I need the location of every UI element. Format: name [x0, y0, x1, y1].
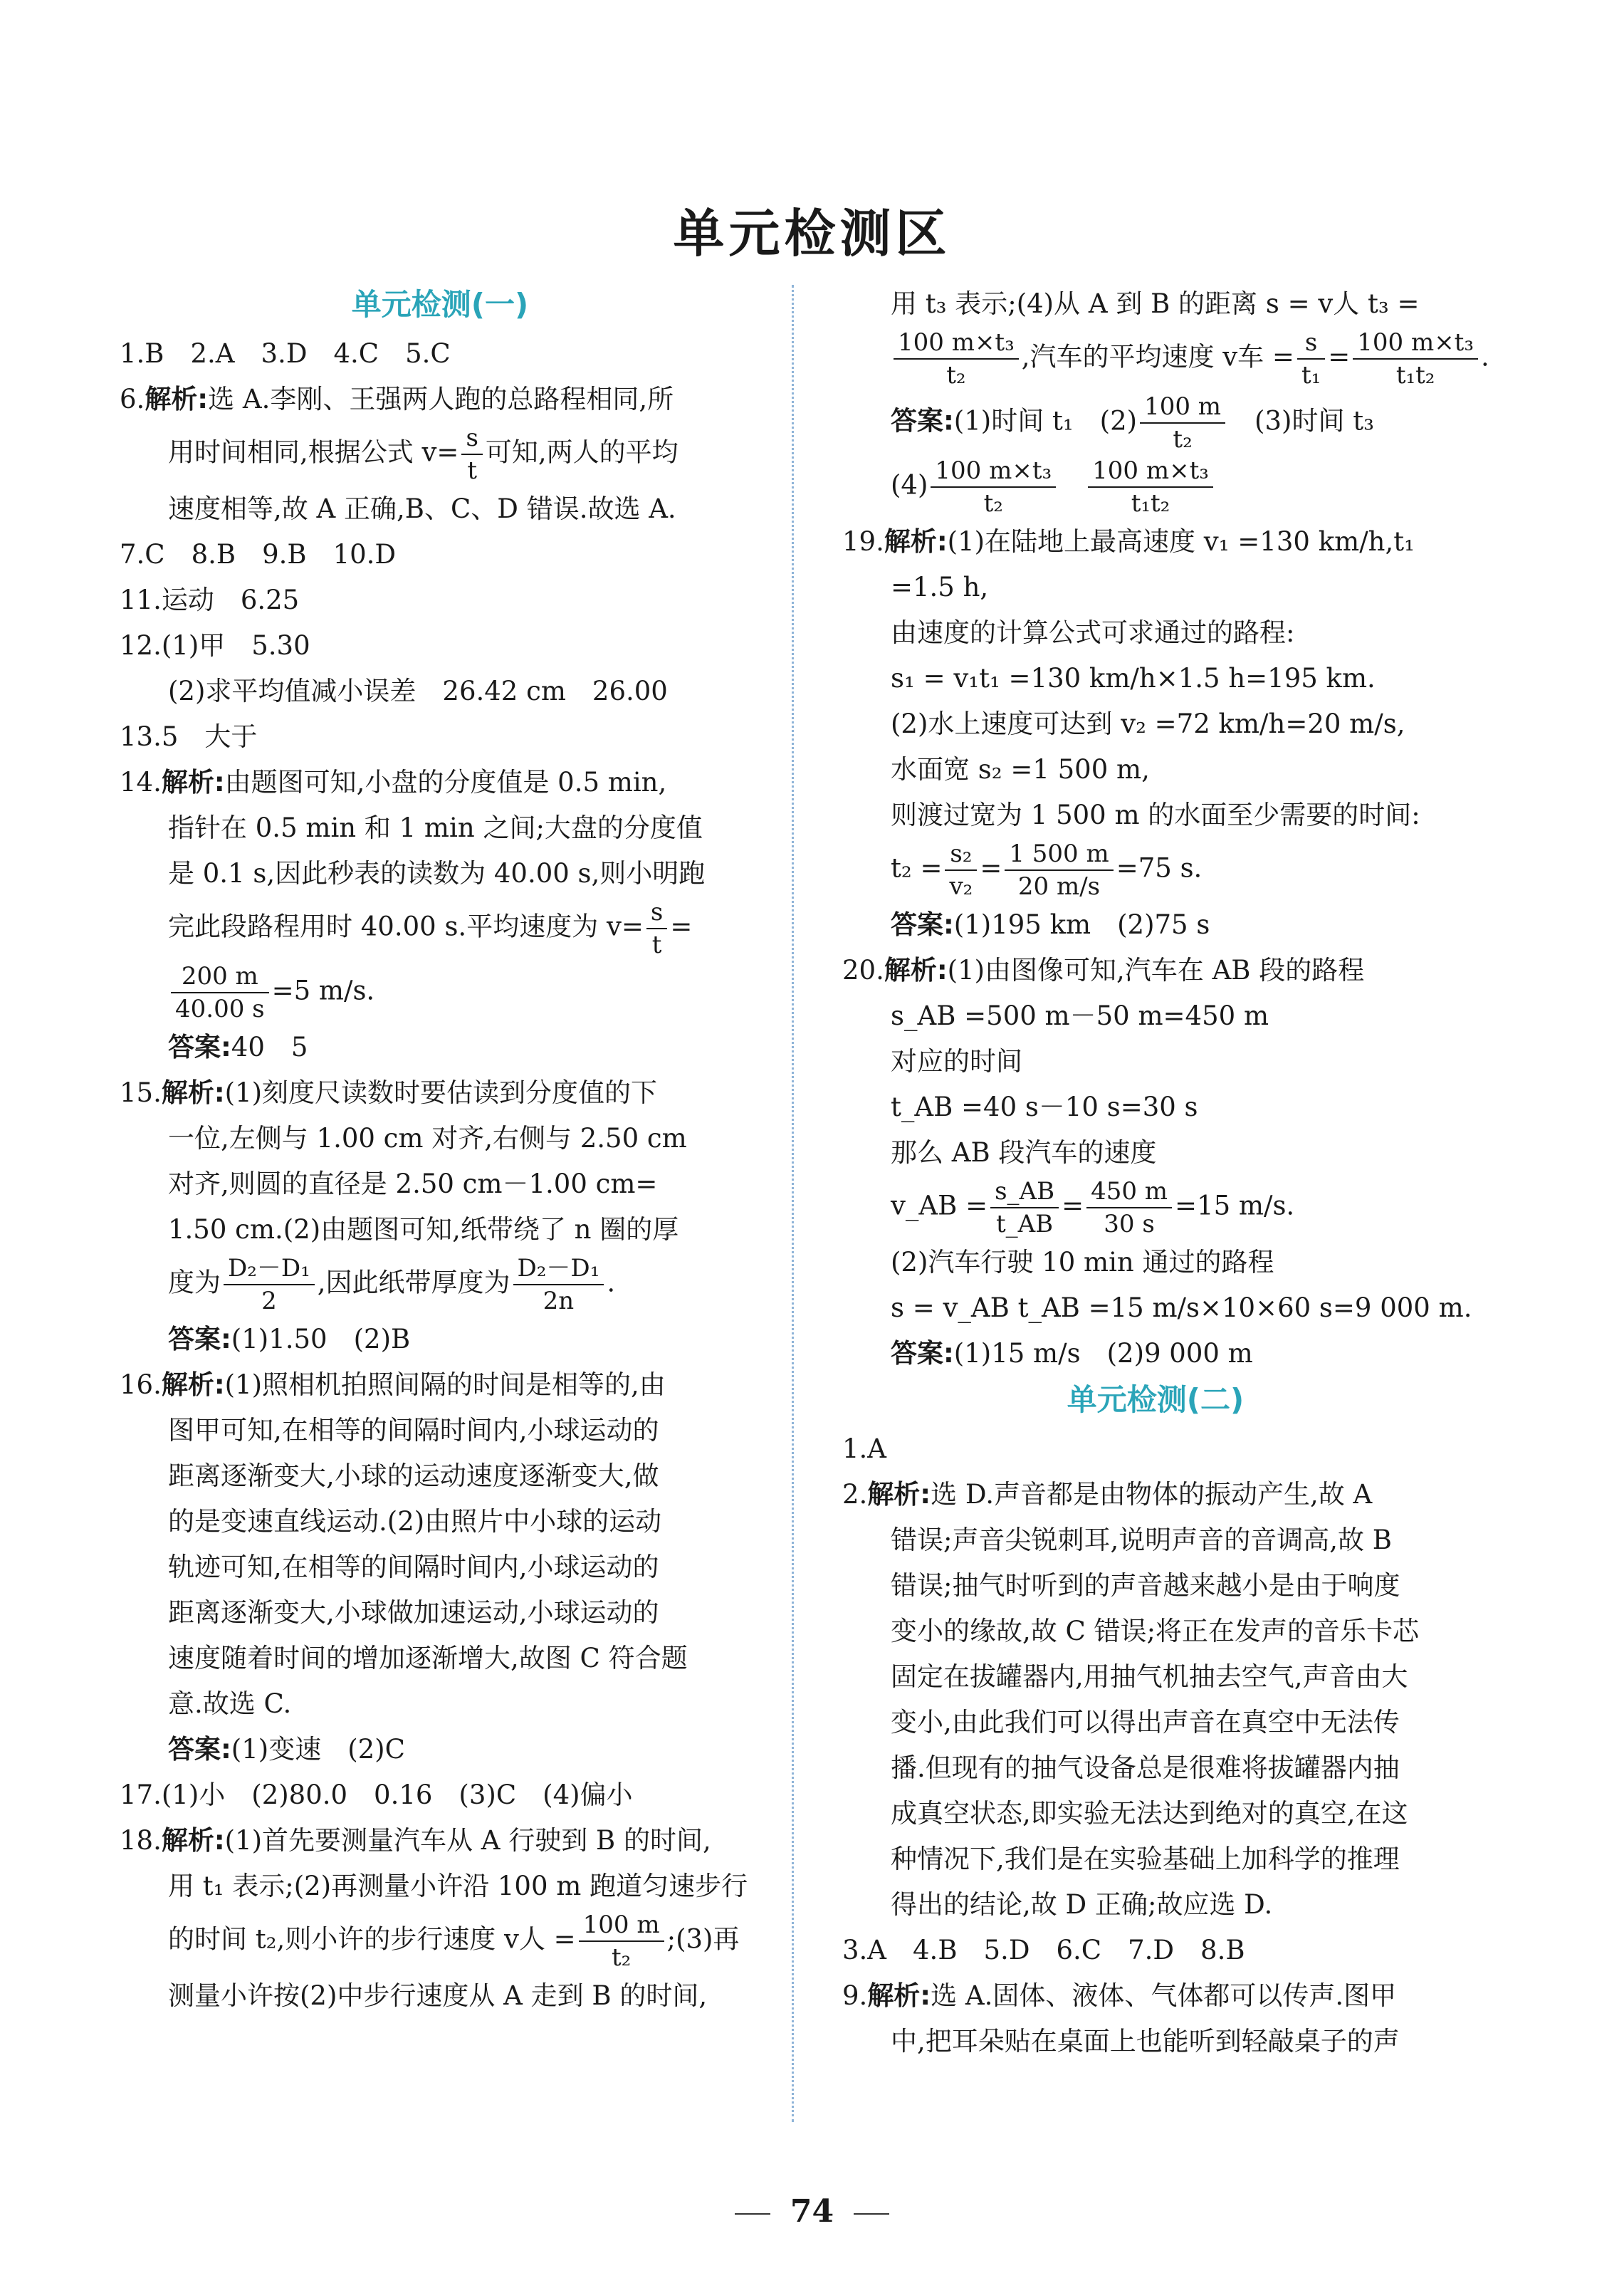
question-2-line: 错误;声音尖锐刺耳,说明声音的音调高,故 B — [891, 1525, 1392, 1555]
fraction: $\frac{\text{D₂－D₁}}{2n}$ — [513, 1253, 604, 1317]
answer-16: 答案:(1)变速 (2)C — [168, 1734, 405, 1765]
question-2-line: 变小,由此我们可以得出声音在真空中无法传 — [891, 1707, 1400, 1738]
answer-20: 答案:(1)15 m/s (2)9 000 m — [891, 1338, 1253, 1369]
left-column — [120, 281, 760, 2019]
answer-label: 答案: — [168, 1324, 231, 1354]
answer-line-7-10: 7.C 8.B 9.B 10.D — [120, 539, 397, 570]
analysis-label: 解析: — [161, 1825, 225, 1856]
question-18-line: $\frac{\text{100 m×t₃}}{\text{t₂}}$ ,汽车的平均速度 v车 = $\frac{s}{\text{t₁}}$ = $\frac{\text{100 m×t₃}}{\text{t₁t₂}}$ . — [842, 327, 1469, 391]
question-16-line: 速度随着时间的增加逐渐增大,故图 C 符合题 — [168, 1643, 688, 1673]
question-19-line: 则渡过宽为 1 500 m 的水面至少需要的时间: — [891, 800, 1420, 830]
analysis-label: 解析: — [161, 1369, 225, 1400]
question-14-line: 14.解析:由题图可知,小盘的分度值是 0.5 min, — [120, 767, 667, 798]
fraction: $\frac{100 m}{\text{t₂}}$ — [1140, 391, 1225, 455]
question-2-line: 错误;抽气时听到的声音越来越小是由于响度 — [891, 1570, 1400, 1601]
answer-line-11: 11.运动 6.25 — [120, 585, 300, 615]
question-16-line: 距离逐渐变大,小球做加速运动,小球运动的 — [168, 1597, 659, 1628]
question-2-line: 种情况下,我们是在实验基础上加科学的推理 — [891, 1844, 1400, 1874]
answer-19: 答案:(1)195 km (2)75 s — [891, 909, 1210, 940]
fraction: $\frac{450 m}{30 s}$ — [1086, 1176, 1172, 1240]
question-20-line: s = v_AB t_AB =15 m/s×10×60 s=9 000 m. — [891, 1292, 1472, 1323]
question-18-line: 测量小许按(2)中步行速度从 A 走到 B 的时间, — [168, 1980, 708, 2011]
right-column — [842, 281, 1489, 2064]
question-15-line: 度为 $\frac{\text{D₂－D₁}}{2}$ ,因此纸带厚度为 $\frac{\text{D₂－D₁}}{2n}$ . — [168, 1254, 616, 1315]
question-15-line: 15.解析:(1)刻度尺读数时要估读到分度值的下 — [120, 1077, 658, 1108]
question-16-line: 意.故选 C. — [168, 1688, 292, 1719]
question-16-line: 16.解析:(1)照相机拍照间隔的时间是相等的,由 — [120, 1369, 666, 1400]
question-20-line: t_AB =40 s－10 s=30 s — [891, 1092, 1198, 1122]
question-18-line: 的时间 t₂,则小许的步行速度 v人 = $\frac{100 m}{\text{t₂}}$ ;(3)再 — [168, 1911, 740, 1972]
answer-line-3-8: 3.A 4.B 5.D 6.C 7.D 8.B — [842, 1935, 1245, 1965]
answer-label: 答案: — [168, 1734, 231, 1765]
answer-line-1-5: 1.B 2.A 3.D 4.C 5.C — [120, 338, 451, 369]
question-15-line: 一位,左侧与 1.00 cm 对齐,右侧与 2.50 cm — [168, 1123, 687, 1154]
question-16-line: 距离逐渐变大,小球的运动速度逐渐变大,做 — [168, 1461, 659, 1491]
answer-18: (4) $\frac{\text{100 m×t₃}}{\text{t₂}}$ $\frac{\text{100 m×t₃}}{\text{t₁t₂}}$ — [842, 455, 1469, 519]
answer-18: 答案:(1)时间 t₁ (2) $\frac{100 m}{\text{t₂}}$ (3)时间 t₃ — [891, 392, 1374, 454]
analysis-label: 解析: — [884, 955, 948, 986]
question-2-line: 得出的结论,故 D 正确;故应选 D. — [891, 1889, 1273, 1920]
analysis-label: 解析: — [161, 1077, 225, 1108]
question-19-line: s₁ = v₁t₁ =130 km/h×1.5 h=195 km. — [891, 663, 1376, 694]
answer-label: 答案: — [891, 1338, 954, 1369]
answer-line-17: 17.(1)小 (2)80.0 0.16 (3)C (4)偏小 — [120, 1780, 633, 1810]
fraction: $\frac{s}{t}$ — [461, 422, 482, 486]
analysis-label: 解析: — [145, 384, 209, 414]
section-title-unit-1: 单元检测(一) — [351, 287, 529, 322]
answer-label: 答案: — [891, 909, 954, 940]
question-20-line: (2)汽车行驶 10 min 通过的路程 — [891, 1247, 1274, 1278]
question-19-line: t₂ = $\frac{\text{s₂}}{\text{v₂}}$ = $\frac{1 500 m}{20 m/s}$ =75 s. — [891, 840, 1203, 901]
answer-label: 答案: — [891, 405, 954, 437]
question-2-line: 播.但现有的抽气设备总是很难将拔罐器内抽 — [891, 1752, 1400, 1783]
answer-14: 答案:40 5 — [168, 1032, 308, 1062]
question-18-line: 用 t₁ 表示;(2)再测量小许沿 100 m 跑道匀速步行 — [168, 1871, 748, 1901]
question-18-line: 用 t₃ 表示;(4)从 A 到 B 的距离 s = v人 t₃ = — [891, 288, 1420, 319]
question-15-line: 对齐,则圆的直径是 2.50 cm－1.00 cm= — [168, 1169, 658, 1199]
question-16-line: 轨迹可知,在相等的间隔时间内,小球运动的 — [168, 1552, 659, 1582]
fraction: $\frac{\text{s₂}}{\text{v₂}}$ — [945, 838, 977, 902]
question-18-line: 18.解析:(1)首先要测量汽车从 A 行驶到 B 的时间, — [120, 1825, 711, 1856]
fraction: $\frac{s}{\text{t₁}}$ — [1297, 327, 1325, 391]
question-6-line: 速度相等,故 A 正确,B、C、D 错误.故选 A. — [168, 493, 676, 524]
question-20-line: 20.解析:(1)由图像可知,汽车在 AB 段的路程 — [842, 955, 1365, 986]
question-2-line: 2.解析:选 D.声音都是由物体的振动产生,故 A — [842, 1479, 1373, 1510]
question-15-line: 1.50 cm.(2)由题图可知,纸带绕了 n 圈的厚 — [168, 1214, 679, 1245]
question-19-line: 由速度的计算公式可求通过的路程: — [891, 617, 1295, 648]
question-2-line: 变小的缘故,故 C 错误;将正在发声的音乐卡芯 — [891, 1616, 1420, 1646]
question-16-line: 图甲可知,在相等的间隔时间内,小球运动的 — [168, 1415, 659, 1446]
column-divider — [792, 285, 794, 2122]
page-number: 74 — [0, 2193, 1624, 2230]
question-20-line: 那么 AB 段汽车的速度 — [891, 1137, 1157, 1168]
answer-15: 答案:(1)1.50 (2)B — [168, 1324, 411, 1354]
question-19-line: 19.解析:(1)在陆地上最高速度 v₁ =130 km/h,t₁ — [842, 526, 1415, 557]
question-16-line: 的是变速直线运动.(2)由照片中小球的运动 — [168, 1506, 662, 1537]
fraction: $\frac{s\_AB}{t\_AB}$ — [990, 1176, 1059, 1240]
answer-line-13: 13.5 大于 — [120, 721, 258, 752]
question-20-line: s_AB =500 m－50 m=450 m — [891, 1001, 1269, 1031]
fraction: $\frac{\text{100 m×t₃}}{\text{t₂}}$ — [894, 327, 1019, 391]
question-2-line: 成真空状态,即实验无法达到绝对的真空,在这 — [891, 1798, 1408, 1829]
analysis-label: 解析: — [867, 1980, 931, 2011]
question-6-line: 用时间相同,根据公式 v= $\frac{s}{t}$ 可知,两人的平均 — [168, 424, 679, 485]
fraction: $\frac{\text{100 m×t₃}}{\text{t₂}}$ — [931, 455, 1056, 519]
question-14-line: 完此段路程用时 40.00 s.平均速度为 v= $\frac{s}{t}$ = — [168, 898, 693, 959]
question-19-line: =1.5 h, — [891, 572, 989, 602]
question-19-line: 水面宽 s₂ =1 500 m, — [891, 754, 1150, 785]
fraction: $\frac{1 500 m}{20 m/s}$ — [1005, 838, 1113, 902]
answer-label: 答案: — [168, 1032, 231, 1062]
question-9-line: 中,把耳朵贴在桌面上也能听到轻敲桌子的声 — [891, 2026, 1400, 2057]
answer-line-1: 1.A — [842, 1433, 887, 1464]
fraction: $\frac{\text{100 m×t₃}}{\text{t₁t₂}}$ — [1353, 327, 1478, 391]
section-title-unit-2: 单元检测(二) — [1067, 1382, 1245, 1417]
question-14-line: 是 0.1 s,因此秒表的读数为 40.00 s,则小明跑 — [168, 858, 706, 889]
answer-line-12: 12.(1)甲 5.30 — [120, 630, 310, 661]
question-14-line: 指针在 0.5 min 和 1 min 之间;大盘的分度值 — [168, 813, 703, 843]
fraction: $\frac{\text{100 m×t₃}}{\text{t₁t₂}}$ — [1088, 455, 1213, 519]
question-2-line: 固定在拔罐器内,用抽气机抽去空气,声音由大 — [891, 1661, 1408, 1692]
question-6-line: 6.解析:选 A.李刚、王强两人跑的总路程相同,所 — [120, 384, 674, 414]
page-title: 单元检测区 — [673, 204, 951, 263]
question-19-line: (2)水上速度可达到 v₂ =72 km/h=20 m/s, — [891, 709, 1405, 739]
analysis-label: 解析: — [867, 1479, 931, 1510]
question-9-line: 9.解析:选 A.固体、液体、气体都可以传声.图甲 — [842, 1980, 1397, 2011]
fraction: $\frac{200 m}{40.00 s}$ — [171, 961, 269, 1025]
fraction: $\frac{s}{t}$ — [646, 897, 667, 961]
question-20-line: 对应的时间 — [891, 1046, 1022, 1077]
fraction: $\frac{\text{D₂－D₁}}{2}$ — [224, 1253, 315, 1317]
analysis-label: 解析: — [161, 767, 225, 798]
question-14-line: $\frac{200 m}{40.00 s}$ =5 m/s. — [120, 961, 760, 1025]
question-20-line: v_AB = $\frac{s\_AB}{t\_AB}$ = $\frac{450 m}{30 s}$ =15 m/s. — [891, 1177, 1295, 1238]
analysis-label: 解析: — [884, 526, 948, 557]
answer-line-12: (2)求平均值减小误差 26.42 cm 26.00 — [168, 676, 668, 706]
fraction: $\frac{100 m}{\text{t₂}}$ — [579, 1909, 664, 1973]
